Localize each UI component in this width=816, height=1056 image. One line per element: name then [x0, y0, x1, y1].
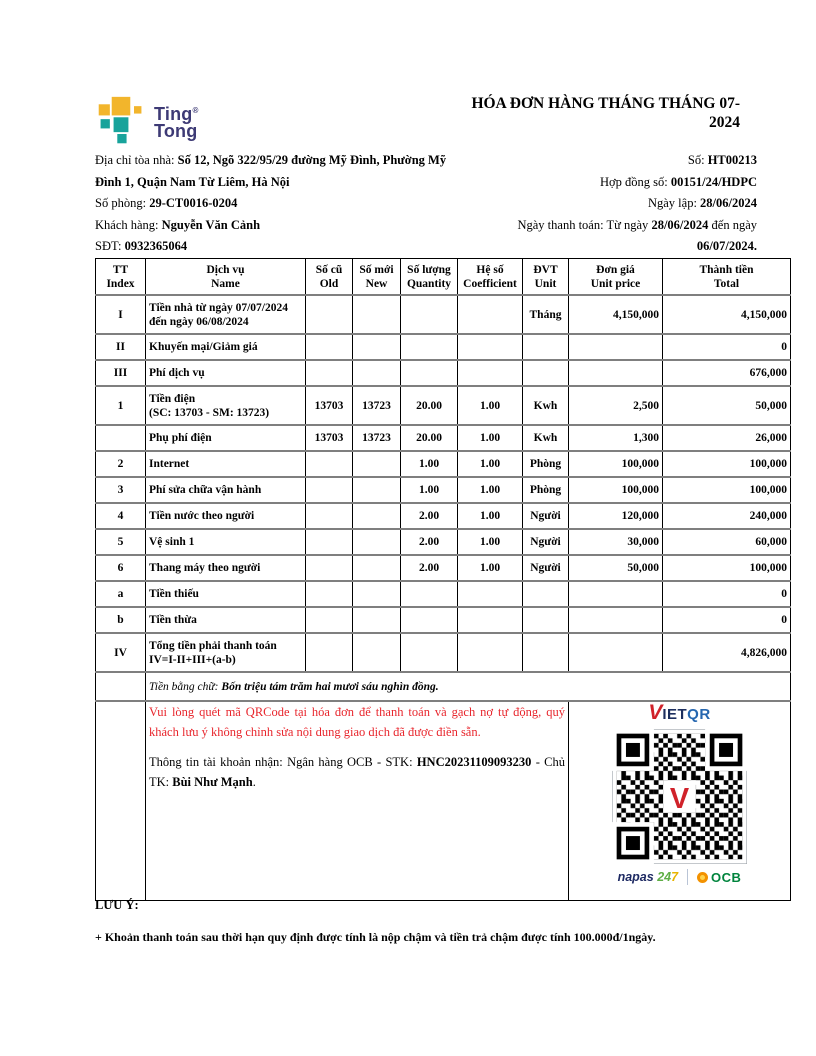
- table-row: 1 Tiền điện (SC: 13703 - SM: 13723) 13703 13723 20.00 1.00 Kwh 2,500 50,000: [96, 386, 791, 425]
- invoice-info-left: [95, 150, 462, 258]
- col-quantity: Số lượng Quantity: [401, 259, 458, 296]
- napas-logo: napas 247: [617, 870, 679, 884]
- building-address: Địa chỉ tòa nhà: Số 12, Ngõ 322/95/29 đường Mỹ Đình, Phường Mỹ Đình 1, Quận Nam Từ Liêm, Hà Nội: [95, 153, 447, 189]
- table-row: 2 Internet 1.00 1.00 Phòng 100,000 100,000: [96, 451, 791, 477]
- page-title: HÓA ĐƠN HÀNG THÁNG THÁNG 07-2024: [471, 95, 740, 131]
- table-row: a Tiền thiếu 0: [96, 581, 791, 607]
- table-row: II Khuyến mại/Giảm giá 0: [96, 334, 791, 360]
- table-row: Phụ phí điện 13703 13723 20.00 1.00 Kwh 1,300 26,000: [96, 425, 791, 451]
- qr-code: [612, 729, 747, 864]
- room-number: Số phòng: 29-CT0016-0204: [95, 196, 238, 210]
- qr-footer-brands: [572, 869, 787, 885]
- table-row: 3 Phí sửa chữa vận hành 1.00 1.00 Phòng 100,000 100,000: [96, 477, 791, 503]
- vietqr-block: [569, 701, 791, 901]
- invoice-info: [95, 150, 790, 258]
- ocb-logo: OCB: [697, 870, 741, 885]
- qr-notice-text: Vui lòng quét mã QRCode tại hóa đơn để thanh toán và gạch nợ tự động, quý khách lưu ý không chỉnh sửa nội dung giao dịch đã được điền sẵn.: [149, 705, 565, 739]
- vietqr-logo: VIETQR: [648, 701, 711, 724]
- payment-qr-row: [96, 701, 791, 901]
- amount-in-words: Tiền bằng chữ: Bốn triệu tám trăm hai mươi sáu nghìn đồng.: [146, 672, 791, 701]
- account-info-text: Thông tin tài khoản nhận: Ngân hàng OCB - STK: HNC20231109093230 - Chủ TK: Bùi Như Mạnh.: [149, 755, 565, 789]
- brand-separator: [687, 869, 688, 885]
- invoice-info-right: [462, 150, 790, 258]
- col-unit-price: Đơn giá Unit price: [569, 259, 663, 296]
- col-total: Thành tiền Total: [663, 259, 791, 296]
- col-coefficient: Hệ số Coefficient: [458, 259, 523, 296]
- registered-mark: ®: [192, 106, 199, 115]
- table-header-row: [96, 259, 791, 296]
- customer-name: Khách hàng: Nguyễn Văn Cảnh: [95, 217, 261, 232]
- col-new: Số mới New: [353, 259, 401, 296]
- customer-phone: SĐT: 0932365064: [95, 239, 188, 253]
- ocb-logo-icon: [697, 872, 708, 883]
- contract-number: Hợp đồng số: 00151/24/HDPC: [600, 174, 757, 189]
- payment-instructions: [146, 701, 569, 901]
- table-row: I Tiền nhà từ ngày 07/07/2024 đến ngày 06/08/2024 Tháng 4,150,000 4,150,000: [96, 295, 791, 334]
- invoice-table: [95, 258, 791, 901]
- brand-name: [154, 102, 199, 140]
- col-unit: ĐVT Unit: [523, 259, 569, 296]
- amount-in-words-row: [96, 672, 791, 701]
- table-row: b Tiền thừa 0: [96, 607, 791, 633]
- col-service: Dịch vụ Name: [146, 259, 306, 296]
- tingtong-logo-icon: [95, 94, 147, 148]
- late-payment-note: + Khoản thanh toán sau thời hạn quy định được tính là nộp chậm và tiền trả chậm được tính 100.000đ/1ngày.: [95, 930, 656, 944]
- table-row-grand-total: IV Tổng tiền phải thanh toán IV=I-II+III+(a-b) 4,826,000: [96, 633, 791, 672]
- brand-name-line2: Tong: [154, 121, 198, 141]
- table-row: III Phí dịch vụ 676,000: [96, 360, 791, 386]
- table-row: 4 Tiền nước theo người 2.00 1.00 Người 120,000 240,000: [96, 503, 791, 529]
- brand-logo: [95, 94, 199, 148]
- col-old: Số cũ Old: [306, 259, 353, 296]
- invoice-number: Số: HT00213: [687, 153, 757, 167]
- table-row: 6 Thang máy theo người 2.00 1.00 Người 50,000 100,000: [96, 555, 791, 581]
- table-row: 5 Vệ sinh 1 2.00 1.00 Người 30,000 60,000: [96, 529, 791, 555]
- payment-period: Ngày thanh toán: Từ ngày 28/06/2024 đến ngày 06/07/2024.: [517, 217, 757, 253]
- issue-date: Ngày lập: 28/06/2024: [647, 196, 757, 210]
- notes-heading: LƯU Ý:: [95, 898, 139, 912]
- col-tt: TT Index: [96, 259, 146, 296]
- svg-text:V: V: [669, 783, 690, 816]
- footer-notes: [95, 898, 790, 945]
- header: [95, 94, 740, 148]
- brand-name-line1: Ting: [154, 104, 193, 124]
